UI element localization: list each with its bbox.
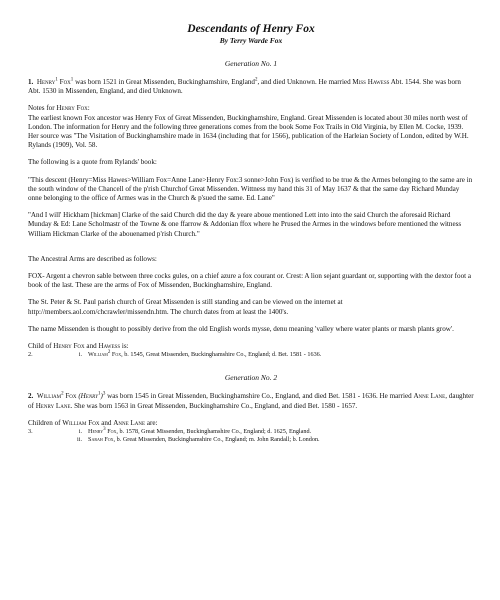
gen1-notes-text: The earliest known Fox ancestor was Henry Fox of Great Missenden, Buckinghamshire, England. Great Missenden is located about 30 miles north west of London. The information for Henry and the following three generations comes from the book Some Fox Trails in Old Virginia, by Ellen M. Cocke, 1939. Her source was "The Visitation of Buckinghamshire made in 1634 (including that for 1566), publication of the Harleian Society of London, edited by W.H. Rylands (1909), Vol. 58. bbox=[28, 113, 469, 150]
child-roman: ii. bbox=[77, 436, 82, 444]
child-roman: i. bbox=[78, 428, 82, 436]
gen2-person-surname: Fox bbox=[65, 392, 77, 401]
gen1-entry-number: 1. bbox=[28, 78, 34, 86]
list-item bbox=[28, 436, 474, 444]
notes-label-text: Notes for bbox=[28, 104, 55, 113]
gen1-church-text: The St. Peter & St. Paul parish church of Great Missenden is still standing and can be viewed on the internet at http://members.aol.com/chcrawler/missendn.htm. The church dates from at least the 1400's. bbox=[28, 298, 343, 316]
gen1-sup1: 1 bbox=[55, 77, 58, 83]
child-text bbox=[88, 428, 474, 436]
child-roman: i. bbox=[78, 351, 82, 359]
gen1-children-parent1: Henry Fox bbox=[53, 342, 85, 351]
gen2-sup3: 3 bbox=[102, 392, 106, 398]
gen2-sup2: 1 bbox=[97, 392, 101, 398]
gen1-text2: , and died Unknown. He married bbox=[257, 78, 353, 86]
gen2-parent-ref-close: ) bbox=[100, 392, 103, 401]
gen1-children-parent2: Hawess bbox=[98, 342, 121, 351]
child-details: , b. 1578, Great Missenden, Buckinghamshire Co., England; d. 1625, England. bbox=[116, 428, 312, 436]
gen1-person-surname: Fox bbox=[59, 78, 71, 86]
document-author: By Terry Warde Fox bbox=[219, 36, 283, 45]
gen1-quote-1: "This descent (Henry=Miss Hawes>William Fox=Anne Lane>Henry Fox:3 sonne>John Fox) is verified to be true & the Armes belonging to the same are in the south window of the Chancell of the p'rish Churchof Great Missenden. Wittness my hand this 31 of May 1637 & that the same day Richard Munday onne belonging to the office of Armes was in the Church & p'sued the same. Ed. Lane" bbox=[28, 175, 473, 203]
gen2-children-and: and bbox=[101, 418, 112, 427]
gen1-arms-intro: The Ancestral Arms are described as follows: bbox=[28, 254, 157, 263]
child-surname: Fox bbox=[111, 351, 122, 359]
gen1-sup2: 1 bbox=[70, 77, 74, 83]
child-text bbox=[88, 351, 474, 359]
child-details: , b. 1545, Great Missenden, Buckinghamshire Co., England; d. Bet. 1581 - 1636. bbox=[121, 351, 322, 359]
child-number: 2. bbox=[28, 351, 33, 359]
gen2-parent-ref: (Henry bbox=[78, 392, 98, 401]
child-name: William bbox=[88, 351, 108, 359]
gen2-text1: was born 1545 in Great Missenden, Buckinghamshire Co., England, and died Bet. 1581 - 1636. He married bbox=[105, 392, 414, 401]
gen1-spouse: Miss Hawess bbox=[352, 78, 390, 86]
gen2-children-parent1: William Fox bbox=[62, 418, 100, 427]
gen2-spouse-father: Henry Lane bbox=[35, 401, 71, 410]
gen1-children-label-text: Child of bbox=[28, 342, 52, 351]
child-surname: Fox bbox=[107, 428, 117, 436]
child-number bbox=[28, 436, 66, 444]
gen1-children-label bbox=[28, 342, 474, 351]
gen2-text2: , daughter of bbox=[28, 392, 474, 410]
gen1-text3: Abt. 1544. She was born Abt. 1530 in Missenden, England, and died Unknown. bbox=[28, 78, 461, 96]
gen2-person-name: William bbox=[36, 392, 62, 401]
gen1-sup3: 2 bbox=[254, 77, 258, 83]
document-title: Descendants of Henry Fox bbox=[187, 23, 315, 35]
generation-2-heading: Generation No. 2 bbox=[224, 373, 278, 383]
gen2-children-label bbox=[28, 419, 474, 428]
gen2-sup1: 2 bbox=[61, 392, 64, 398]
gen1-quote-2: "And I will' Hickham [hickman] Clarke of the said Church did the day & yeare aboue mentioned Lett into into the said Church the aforesaid Richard Munday & Ed: Lane Scholmastr of the Towne & one ffarrow & Addonian ffox where he Prused the Armes in the windows before mentioned the witness William Hickman Clarke of the abouenamed p'rish Church." bbox=[28, 211, 462, 238]
list-item bbox=[28, 428, 474, 436]
gen2-entry bbox=[28, 392, 474, 410]
document-page bbox=[28, 22, 474, 444]
child-sup: 3 bbox=[103, 427, 106, 433]
generation-1-heading: Generation No. 1 bbox=[224, 59, 278, 68]
gen2-children-label-text: Children of bbox=[28, 418, 61, 427]
child-details: , b. Great Missenden, Buckinghamshire Co., England; m. John Randall; b. London. bbox=[113, 436, 320, 444]
gen1-entry bbox=[28, 78, 474, 96]
child-number: 3. bbox=[28, 428, 33, 436]
gen1-name-text: The name Missenden is thought to possibly derive from the old English words mysse, denu meaning 'valley where water plants or marsh plants grow'. bbox=[28, 324, 454, 333]
child-name: Sarah Fox bbox=[88, 436, 114, 444]
gen2-text3: . She was born 1563 in Great Missenden, Buckinghamshire Co., England, and died Bet. 1580 - 1657. bbox=[70, 401, 358, 410]
child-text bbox=[88, 436, 474, 444]
list-item bbox=[28, 351, 474, 359]
gen2-children-parent2: Anne Lane bbox=[113, 418, 146, 427]
gen1-arms-text: FOX- Argent a chevron sable between three cocks gules, on a chief azure a fox courant or. Crest: A lion sejant guardant or, supporting with the dextor foot a book of the last. These are the arms of Fox of Missenden, Buckinghamshire, England. bbox=[28, 272, 472, 290]
gen1-text1: was born 1521 in Great Missenden, Buckinghamshire, England bbox=[73, 78, 255, 86]
gen1-notes-label: Notes for Henry Fox: bbox=[28, 104, 90, 113]
notes-label-name: Henry Fox bbox=[56, 104, 88, 113]
child-name: Henry bbox=[88, 428, 104, 436]
gen2-entry-number: 2. bbox=[28, 392, 34, 401]
gen1-quote-intro: The following is a quote from Rylands' book: bbox=[28, 158, 157, 167]
gen2-children-suffix: are: bbox=[146, 418, 158, 427]
gen1-person-name: Henry bbox=[36, 78, 56, 86]
child-sup: 2 bbox=[107, 350, 111, 356]
gen1-children-suffix: is: bbox=[121, 342, 129, 351]
gen2-spouse: Anne Lane bbox=[413, 392, 446, 401]
gen1-children-and: and bbox=[86, 342, 97, 351]
